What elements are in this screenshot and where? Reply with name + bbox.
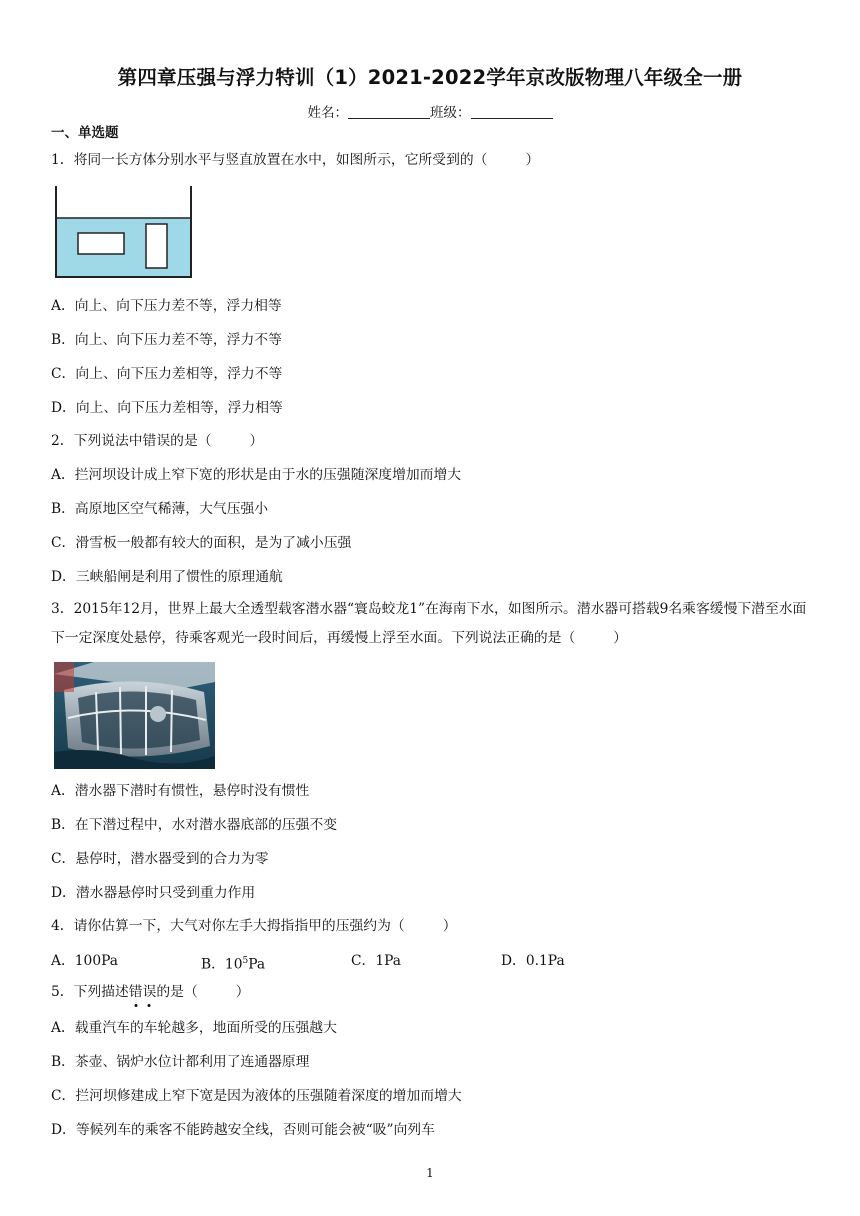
q4-option-d: D．0.1Pa [501, 953, 565, 969]
question-5-stem: 5．下列描述错误的是（ ） [51, 984, 250, 1000]
block-vertical [146, 224, 167, 268]
q5-option-d: D．等候列车的乘客不能跨越安全线，否则可能会被“吸”向列车 [51, 1122, 435, 1138]
q3-option-d: D．潜水器悬停时只受到重力作用 [51, 885, 256, 901]
q1-option-d: D．向上、向下压力差相等，浮力相等 [51, 400, 283, 416]
q1-option-a: A．向上、向下压力差不等，浮力相等 [51, 298, 282, 314]
page-number: 1 [426, 1166, 434, 1180]
emphasis-dot-1: 错 [128, 984, 143, 1000]
question-3-stem: 3．2015年12月，世界上最大全透型载客潜水器“寰岛蛟龙1”在海南下水，如图所示。潜水器可搭载9名乘客缓慢下潜至水面下一定深度处悬停，待乘客观光一段时间后，再缓慢上浮至水面。下列说法正确的是（ ） [51, 601, 807, 646]
q4-option-b: B．$10^5Pa$ [201, 956, 266, 973]
emphasis-dot-2: 误 [142, 984, 157, 1000]
q2-option-b: B．高原地区空气稀薄，大气压强小 [51, 501, 269, 517]
name-label: 姓名： [307, 105, 348, 121]
q4-option-a: A．100Pa [51, 953, 118, 969]
q4-option-c: C．1Pa [351, 953, 402, 969]
class-blank[interactable] [471, 105, 553, 119]
q3-option-a: A．潜水器下潜时有惯性，悬停时没有惯性 [51, 783, 310, 799]
question-1-stem: 1．将同一长方体分别水平与竖直放置在水中，如图所示，它所受到的（ ） [51, 152, 540, 168]
question-2-stem: 2．下列说法中错误的是（ ） [51, 433, 264, 449]
question-4-stem: 4．请你估算一下，大气对你左手大拇指指甲的压强约为（ ） [51, 918, 457, 934]
submarine-image [54, 662, 215, 769]
name-blank[interactable] [348, 105, 430, 119]
q2-option-c: C．滑雪板一般都有较大的面积，是为了减小压强 [51, 535, 352, 551]
section-heading: 一、单选题 [51, 125, 119, 141]
q2-option-d: D．三峡船闸是利用了惯性的原理通航 [51, 569, 283, 585]
q1-option-c: C．向上、向下压力差相等，浮力不等 [51, 366, 283, 382]
student-info [0, 101, 860, 121]
q3-option-c: C．悬停时，潜水器受到的合力为零 [51, 851, 269, 867]
class-label: 班级： [430, 105, 471, 121]
q5-option-c: C．拦河坝修建成上窄下宽是因为液体的压强随着深度的增加而增大 [51, 1088, 462, 1104]
q5-option-a: A．载重汽车的车轮越多，地面所受的压强越大 [51, 1020, 337, 1036]
q1-option-b: B．向上、向下压力差不等，浮力不等 [51, 332, 282, 348]
q2-option-a: A．拦河坝设计成上窄下宽的形状是由于水的压强随深度增加而增大 [51, 467, 462, 483]
water-tank-figure [52, 186, 196, 278]
block-horizontal [78, 233, 124, 254]
q3-option-b: B．在下潜过程中，水对潜水器底部的压强不变 [51, 817, 338, 833]
q5-option-b: B．茶壶、锅炉水位计都利用了连通器原理 [51, 1054, 310, 1070]
submarine-photo [54, 662, 215, 769]
page-title: 第四章压强与浮力特训（1）2021-2022学年京改版物理八年级全一册 [117, 66, 743, 89]
